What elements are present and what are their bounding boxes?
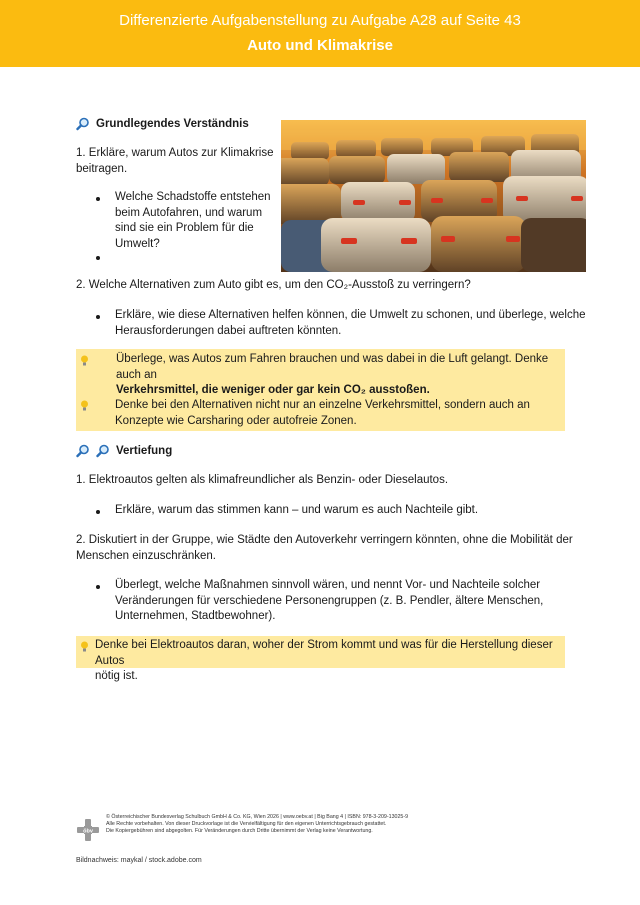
hint-2: Denke bei den Alternativen nicht nur an einzelne Verkehrsmittel, sondern auch an Konzepte wie Carsharing oder autofreie Zonen. [115,399,530,427]
publisher-logo [76,818,100,847]
question-1-text: 1. Erkläre, warum Autos zur Klimakrise beitragen. [76,147,274,175]
question-2-text: 2. Welche Alternativen zum Auto gibt es, um den CO₂-Ausstoß zu verringern? [76,279,471,291]
hint-3: Denke bei Elektroautos daran, woher der Strom kommt und was für die Herstellung dieser Autos nötig ist. [95,639,553,682]
section-heading-advanced [76,444,172,458]
bullet [96,315,100,319]
copyright-notice: © Österreichischer Bundesverlag Schulbuch GmbH & Co. KG, Wien 2026 | www.oebv.at | Big Bang 4 | ISBN: 978-3-209-13025-9 Alle Rechte vorbehalten. Von dieser Druckvorlage ist die Vervielfältigung für den eigenen Unterrichtsgebrauch gestattet. Die Kopiergebühren sind abgegolten. Für Veränderungen durch Dritte übernimmt der Verlag keine Verantwortung. [106,814,409,834]
advanced-question-2: 2. Diskutiert in der Gruppe, wie Städte den Autoverkehr verringern könnten, ohne die Mobilität der Menschen einzuschränken. [76,534,573,562]
magnifier-icon [96,444,112,458]
image-credit: Bildnachweis: maykal / stock.adobe.com [76,857,202,864]
lightbulb-icon [80,399,89,417]
advanced-question-2-bullet: Überlegt, welche Maßnahmen sinnvoll wären, und nennt Vor- und Nachteile solcher Veränderungen für verschiedene Personengruppen (z. B. Pendler, ältere Menschen, Unternehmen, Stadtbewohner). [115,579,544,622]
advanced-question-1-bullet: Erkläre, warum das stimmen kann – und warum es auch Nachteile gibt. [115,504,479,516]
advanced-question-1: 1. Elektroautos gelten als klimafreundlicher als Benzin- oder Dieselautos. [76,474,449,486]
hint-box [76,636,565,682]
section-heading-text: Vertiefung [116,445,173,457]
question-1-bullet: Welche Schadstoffe entstehen beim Autofahren, und warum sind sie ein Problem für die Umwelt? [115,191,271,250]
empty-bullet [96,256,100,260]
logo-text: öbv [83,828,93,835]
hint-box [76,349,565,431]
question-2-bullet: Erkläre, wie diese Alternativen helfen können, die Umwelt zu schonen, und überlege, welche Herausforderungen dabei auftreten könnten. [115,309,586,337]
hint-1: Überlege, was Autos zum Fahren brauchen und was dabei in die Luft gelangt. Denke auch an Verkehrsmittel, die weniger oder gar kein CO₂ ausstoßen. [116,353,549,396]
header-subtitle: Auto und Klimakrise [247,37,393,54]
magnifier-icon [76,117,92,131]
page-header [0,0,640,67]
lightbulb-icon [80,354,89,372]
bullet [96,585,100,589]
bullet [96,197,100,201]
lightbulb-icon [80,640,89,658]
section-heading-basics [76,117,249,131]
traffic-jam-photo [281,120,586,272]
section-heading-text: Grundlegendes Verständnis [96,118,249,130]
magnifier-icon [76,444,92,458]
bullet [96,510,100,514]
header-title: Differenzierte Aufgabenstellung zu Aufgabe A28 auf Seite 43 [119,12,521,29]
